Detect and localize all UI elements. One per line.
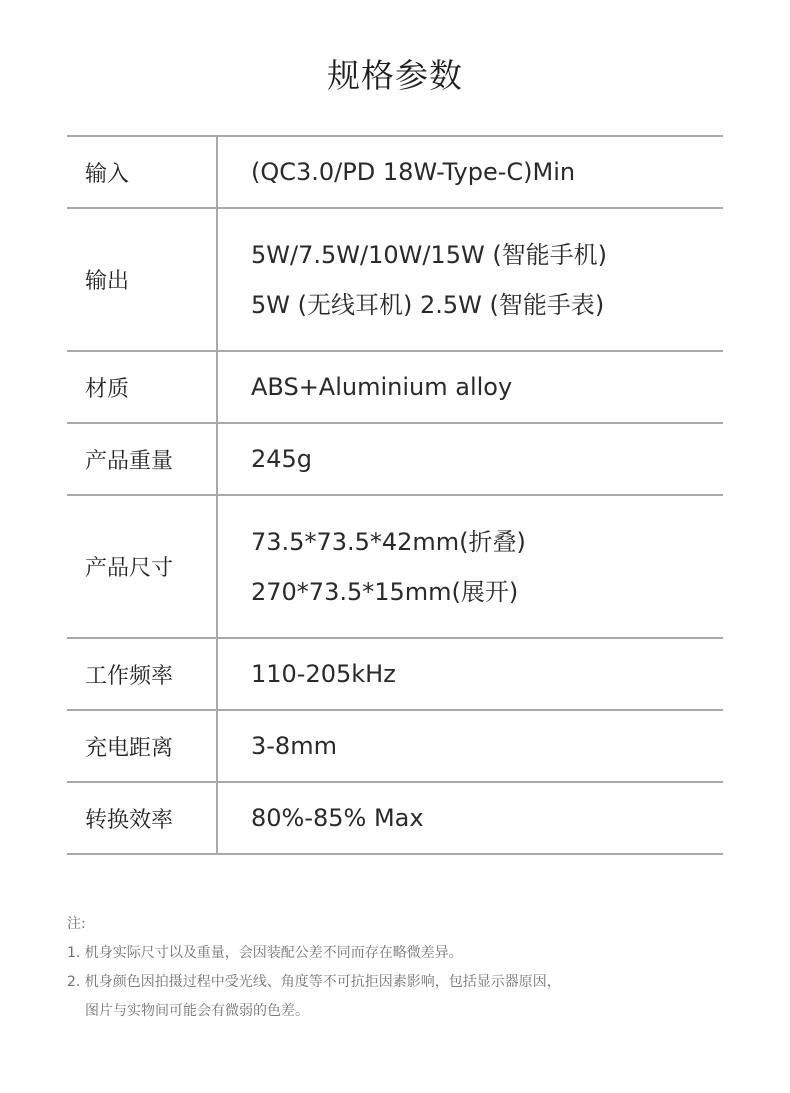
spec-value (218, 137, 723, 207)
spec-value (218, 352, 723, 422)
spec-value (218, 496, 723, 637)
spec-value-line: 73.5*73.5*42mm(折叠) (251, 527, 526, 556)
spec-value-line: 110-205kHz (251, 660, 396, 688)
spec-value (218, 209, 723, 350)
note-item-continuation: 图片与实物间可能会有微弱的色差。 (85, 1003, 309, 1019)
spec-row-frequency (67, 639, 723, 711)
spec-label: 输入 (67, 137, 218, 207)
spec-row-size (67, 496, 723, 639)
spec-value (218, 711, 723, 781)
note-item: 2. 机身颜色因拍摄过程中受光线、角度等不可抗拒因素影响，包括显示器原因， (67, 974, 561, 990)
spec-row-material (67, 352, 723, 424)
spec-value-line: 245g (251, 445, 313, 473)
notes-heading: 注: (67, 916, 86, 932)
spec-row-output (67, 209, 723, 352)
spec-value-line: ABS+Aluminium alloy (251, 373, 513, 401)
spec-row-input (67, 137, 723, 209)
spec-value (218, 783, 723, 853)
spec-value-line: 5W/7.5W/10W/15W (智能手机) (251, 240, 608, 269)
spec-value-line: 80%-85% Max (251, 804, 424, 832)
spec-label: 材质 (67, 352, 218, 422)
spec-label: 转换效率 (67, 783, 218, 853)
spec-row-distance (67, 711, 723, 783)
spec-label: 工作频率 (67, 639, 218, 709)
spec-value (218, 639, 723, 709)
spec-value-line: 3-8mm (251, 732, 337, 760)
page-title: 规格参数 (327, 56, 463, 95)
spec-value-line: (QC3.0/PD 18W-Type-C)Min (251, 158, 576, 186)
spec-row-weight (67, 424, 723, 496)
spec-label: 充电距离 (67, 711, 218, 781)
spec-value (218, 424, 723, 494)
notes (67, 910, 747, 1026)
spec-label: 产品重量 (67, 424, 218, 494)
note-item: 1. 机身实际尺寸以及重量，会因装配公差不同而存在略微差异。 (67, 945, 463, 961)
spec-value-line: 5W (无线耳机) 2.5W (智能手表) (251, 290, 605, 319)
spec-row-efficiency (67, 783, 723, 855)
spec-table (67, 135, 723, 855)
spec-label: 产品尺寸 (67, 496, 218, 637)
spec-label: 输出 (67, 209, 218, 350)
spec-value-line: 270*73.5*15mm(展开) (251, 577, 519, 606)
